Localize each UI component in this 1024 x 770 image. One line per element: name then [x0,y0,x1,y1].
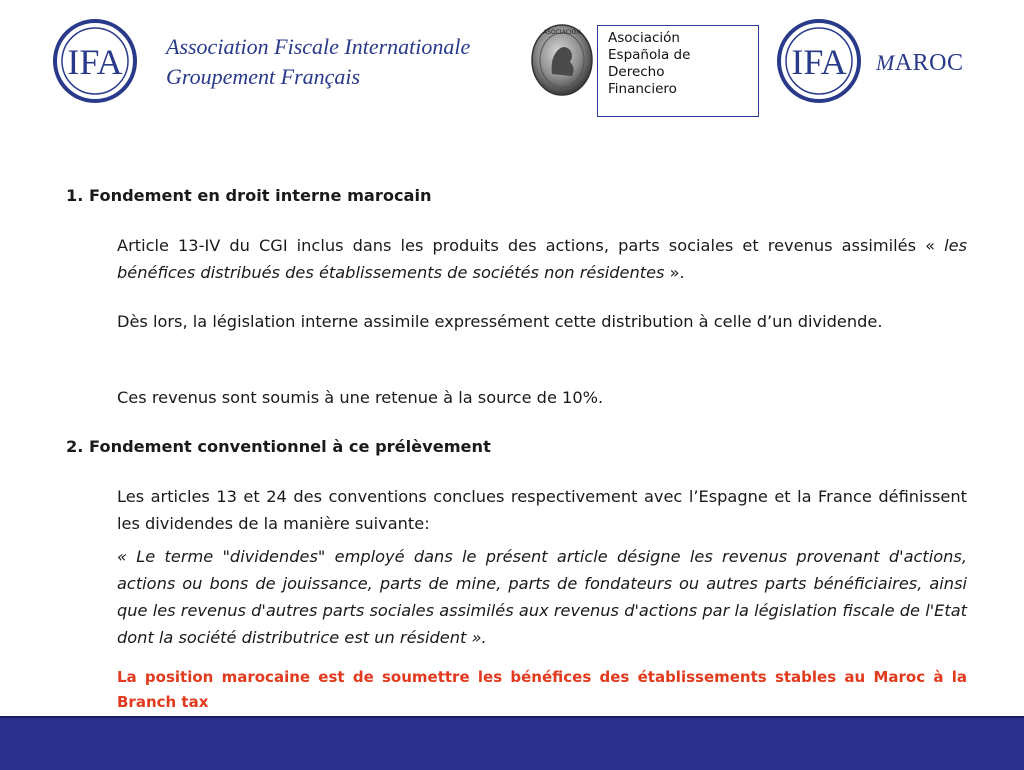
section-2-quote: « Le terme "dividendes" employé dans le présent article désigne les revenus provenant d'actions, actions ou bons de jouissance, parts de mine, parts de fondateurs ou autres parts bénéficiaires, ainsi que les revenus d'autres parts sociales assimilés aux revenus d'actions par la législation fiscale de l'Etat dont la société distributrice est un résident ». [117,547,967,647]
ifa-logo-right [776,18,862,104]
ifa-logo-text: IFA [67,42,123,82]
ifa-logo-left [52,18,138,104]
maroc-m: M [876,50,895,75]
medallion-text: ASOCIACION [543,29,581,36]
aedf-line: Española de [608,47,691,63]
section-1-heading: 1. Fondement en droit interne marocain [66,186,432,205]
section-2-paragraph-1: Les articles 13 et 24 des conventions conclues respectivement avec l’Espagne et la France définissent les dividendes de la manière suivante: [117,487,967,533]
medallion-logo [530,22,594,98]
moroccan-position-note: La position marocaine est de soumettre les bénéfices des établissements stables au Maroc à la Branch tax [117,668,967,711]
aedf-line: Derecho [608,64,665,80]
p1-start: Article 13-IV du CGI inclus dans les produits des actions, parts sociales et revenus assimilés « [117,236,945,255]
maroc-label [876,50,964,77]
footer-bar [0,716,1024,770]
ifa-logo-icon [776,18,862,104]
aedf-line: Financiero [608,81,677,97]
ifa-logo-text: IFA [791,42,847,82]
association-line-1: Association Fiscale Internationale [166,34,471,59]
maroc-rest: AROC [894,50,964,76]
section-2-heading: 2. Fondement conventionnel à ce prélèvement [66,437,491,456]
aedf-line: Asociación [608,30,680,46]
medallion-icon [530,22,594,98]
section-1-paragraph-2: Dès lors, la législation interne assimile expressément cette distribution à celle d’un dividende. [117,312,883,331]
aedf-box [597,25,759,117]
section-1-paragraph-1 [117,232,967,286]
p1-italic: les bénéfices distribués des établissements de sociétés non résidentes [117,236,967,282]
section-1-paragraph-3: Ces revenus sont soumis à une retenue à la source de 10%. [117,388,604,407]
association-line-2: Groupement Français [166,64,361,89]
p1-end: ». [664,263,685,282]
association-title [166,32,470,92]
ifa-logo-icon [52,18,138,104]
